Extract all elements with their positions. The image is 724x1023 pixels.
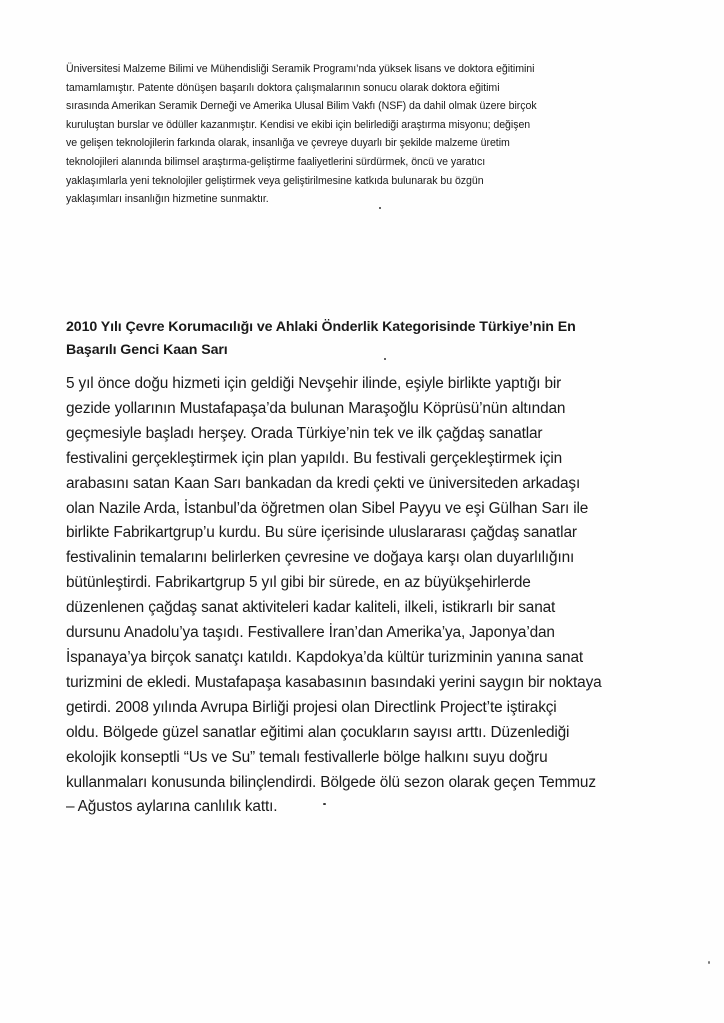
body-line: turizmini de ekledi. Mustafapaşa kasabasının basındaki yerini saygın bir noktaya — [66, 673, 602, 691]
intro-line: teknolojileri alanında bilimsel araştırma-geliştirme faaliyetlerini sürdürmek, öncü ve yaratıcı — [66, 155, 486, 168]
body-line: ekolojik konseptli “Us ve Su” temalı festivallerle bölge halkını suyu doğru — [66, 748, 548, 766]
body-line: bütünleştirdi. Fabrikartgrup 5 yıl gibi bir sürede, en az büyükşehirlerde — [66, 574, 531, 592]
body-line: arabasını satan Kaan Sarı bankadan da kredi çekti ve üniversiteden arkadaşı — [66, 474, 581, 492]
body-line: festivalinin temalarını belirlerken çevresine ve doğaya karşı olan duyarlılığını — [66, 549, 575, 567]
intro-line: ve gelişen teknolojilerin farkında olarak, insanlığa ve çevreye duyarlı bir şekilde malzeme üretim — [66, 137, 510, 150]
intro-line: yaklaşımlarla yeni teknolojiler geliştirmek veya geliştirilmesine katkıda bulunarak bu özgün — [66, 174, 484, 187]
section-heading — [66, 316, 686, 362]
body-line: birlikte Fabrikartgrup’u kurdu. Bu süre içerisinde uluslararası çağdaş sanatlar — [66, 524, 577, 542]
body-line: gezide yollarının Mustafapaşa’da bulunan Maraşoğlu Köprüsü’nün altından — [66, 399, 566, 417]
body-line: getirdi. 2008 yılında Avrupa Birliği projesi olan Directlink Project’te iştirakçi — [66, 698, 557, 716]
intro-line: sırasında Amerikan Seramik Derneği ve Amerika Ulusal Bilim Vakfı (NSF) da dahil olmak üzere birçok — [66, 100, 537, 113]
scan-speck — [323, 803, 326, 805]
scan-speck — [379, 207, 381, 209]
body-line: dursunu Anadolu’ya taşıdı. Festivallere İran’dan Amerika’ya, Japonya’dan — [66, 624, 555, 642]
heading-line: 2010 Yılı Çevre Korumacılığı ve Ahlaki Önderlik Kategorisinde Türkiye’nin En — [66, 319, 576, 335]
body-line: geçmesiyle başladı herşey. Orada Türkiye’nin tek ve ilk çağdaş sanatlar — [66, 424, 543, 442]
intro-line: yaklaşımları insanlığın hizmetine sunmaktır. — [66, 193, 269, 206]
body-line: olan Nazile Arda, İstanbul’da öğretmen olan Sibel Payyu ve eşi Gülhan Sarı ile — [66, 499, 589, 517]
scan-speck — [708, 961, 710, 964]
intro-line: tamamlamıştır. Patente dönüşen başarılı doktora çalışmalarının sonucu olarak doktora eğitimi — [66, 81, 500, 94]
intro-line: kuruluştan burslar ve ödüller kazanmıştır. Kendisi ve ekibi için belirlediği araştırma misyonu; değişen — [66, 118, 531, 131]
body-line: – Ağustos aylarına canlılık kattı. — [66, 798, 278, 816]
body-line: düzenlenen çağdaş sanat aktiviteleri kadar kaliteli, ilkeli, istikrarlı bir sanat — [66, 599, 556, 617]
body-line: kullanmaları konusunda bilinçlendirdi. Bölgede ölü sezon olarak geçen Temmuz — [66, 773, 596, 791]
intro-paragraph — [66, 60, 686, 209]
body-line: oldu. Bölgede güzel sanatlar eğitimi alan çocukların sayısı arttı. Düzenlediği — [66, 723, 570, 741]
heading-line: Başarılı Genci Kaan Sarı — [66, 342, 228, 358]
body-line: festivalini gerçekleştirmek için plan yapıldı. Bu festivali gerçekleştirmek için — [66, 449, 563, 467]
body-line: İspanaya’ya birçok sanatçı katıldı. Kapdokya’da kültür turizminin yanına sanat — [66, 648, 584, 666]
scan-speck — [384, 358, 386, 360]
body-line: 5 yıl önce doğu hizmeti için geldiği Nevşehir ilinde, eşiyle birlikte yaptığı bir — [66, 375, 562, 392]
intro-line: Üniversitesi Malzeme Bilimi ve Mühendisliği Seramik Programı’nda yüksek lisans ve doktora eğitimini — [66, 63, 535, 75]
section-body — [66, 372, 666, 820]
